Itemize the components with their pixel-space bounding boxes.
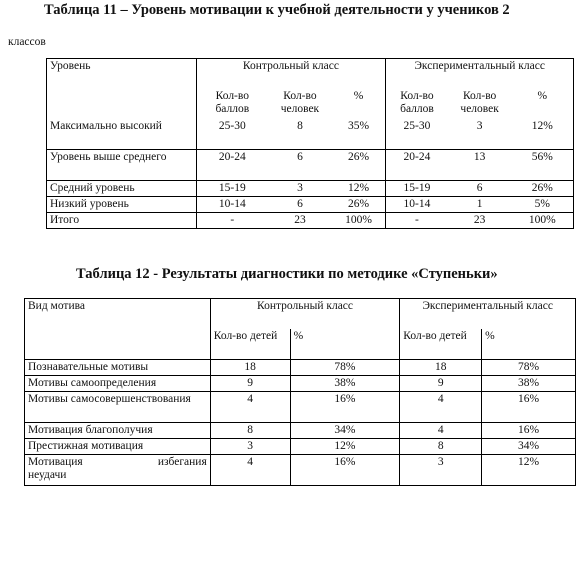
cell-exp-count: 9	[400, 376, 482, 392]
cell-control-people: 6	[297, 198, 303, 210]
cell-exp-pct: 78%	[482, 360, 576, 376]
table-row	[25, 360, 576, 376]
cell-exp-pct: 12%	[512, 119, 574, 150]
cell-exp-pct: 38%	[482, 376, 576, 392]
cell-control-count: 4	[210, 455, 290, 486]
row-label: Познавательные мотивы	[25, 360, 211, 376]
table-row	[25, 455, 576, 486]
cell-control-people: 6	[297, 151, 303, 163]
table-row	[47, 181, 574, 197]
row-label-word: Мотивация	[28, 456, 83, 468]
cell-exp-pct: 16%	[482, 423, 576, 439]
cell-exp-pct: 16%	[482, 392, 576, 423]
cell-control-score: 25-30	[196, 119, 268, 150]
cell-exp-count: 18	[400, 360, 482, 376]
cell-exp-people: 23	[473, 214, 486, 226]
table12	[24, 298, 576, 486]
subheader-exp-people: Кол-во человек	[460, 90, 499, 115]
cell-control-count: 9	[210, 376, 290, 392]
cell-control-pct: 16%	[290, 455, 400, 486]
header-experimental-class: Экспериментальный класс	[386, 59, 574, 90]
cell-control-pct: 35%	[348, 120, 370, 132]
cell-control-pct: 34%	[290, 423, 400, 439]
table-row	[25, 392, 576, 423]
table12-title: Таблица 12 - Результаты диагностики по методике «Ступеньки»	[76, 266, 498, 282]
row-label: Уровень выше среднего	[47, 150, 197, 181]
header-control-class: Контрольный класс	[210, 299, 400, 330]
row-label: Итого	[47, 213, 197, 229]
cell-control-pct: 12%	[348, 182, 370, 194]
cell-control-pct: 12%	[290, 439, 400, 455]
table11-title-continuation: классов	[8, 36, 46, 48]
cell-exp-pct: 100%	[512, 213, 574, 229]
cell-control-score: 20-24	[196, 150, 268, 181]
row-label: Мотивы самоопределения	[25, 376, 211, 392]
cell-exp-pct: 5%	[512, 197, 574, 213]
subheader-control-pct: %	[353, 90, 364, 102]
header-level: Уровень	[47, 59, 197, 90]
cell-exp-pct: 56%	[512, 150, 574, 181]
subheader-control-children: Кол-во детей	[210, 329, 290, 360]
subheader-empty	[47, 89, 197, 119]
cell-control-pct: 38%	[290, 376, 400, 392]
cell-control-count: 3	[210, 439, 290, 455]
cell-exp-pct: 12%	[482, 455, 576, 486]
table-row	[25, 376, 576, 392]
row-label: Средний уровень	[47, 181, 197, 197]
subheader-control-people: Кол-во человек	[280, 90, 320, 115]
row-label: Престижная мотивация	[25, 439, 211, 455]
row-label: Низкий уровень	[47, 197, 197, 213]
cell-control-score: 10-14	[196, 197, 268, 213]
table-row	[47, 119, 574, 150]
table-row	[47, 150, 574, 181]
cell-exp-count: 4	[400, 423, 482, 439]
row-label-word: неудачи	[28, 469, 67, 481]
table11-title: Таблица 11 – Уровень мотивации к учебной деятельности у учеников 2	[44, 2, 510, 18]
table-row	[25, 439, 576, 455]
table12-header-row	[25, 299, 576, 330]
row-label-word: избегания	[157, 456, 207, 468]
cell-control-pct: 26%	[348, 151, 370, 163]
subheader-control-pct: %	[290, 329, 400, 360]
table11	[46, 58, 574, 229]
row-label	[25, 455, 211, 486]
subheader-empty	[25, 329, 211, 360]
row-label: Мотивы самосовершенствования	[25, 392, 211, 423]
cell-control-count: 4	[210, 392, 290, 423]
cell-exp-score: -	[386, 213, 448, 229]
cell-exp-score: 15-19	[386, 181, 448, 197]
cell-exp-score: 10-14	[386, 197, 448, 213]
subheader-exp-pct: %	[482, 329, 576, 360]
cell-exp-people: 13	[473, 151, 486, 163]
cell-control-score: -	[196, 213, 268, 229]
cell-control-pct: 26%	[348, 198, 370, 210]
cell-control-pct: 16%	[290, 392, 400, 423]
subheader-exp-pct: %	[512, 89, 574, 119]
row-label: Максимально высокий	[47, 119, 197, 150]
cell-control-people: 3	[297, 182, 303, 194]
cell-exp-count: 4	[400, 392, 482, 423]
cell-control-people: 23	[294, 214, 306, 226]
table12-subheader-row	[25, 329, 576, 360]
subheader-exp-children: Кол-во детей	[400, 329, 482, 360]
table11-header-row	[47, 59, 574, 90]
header-motive: Вид мотива	[25, 299, 211, 330]
cell-exp-count: 8	[400, 439, 482, 455]
table-row	[47, 197, 574, 213]
cell-control-score: 15-19	[196, 181, 268, 197]
cell-control-pct: 78%	[290, 360, 400, 376]
table11-subheader-row	[47, 89, 574, 119]
subheader-exp-score: Кол-во баллов	[386, 89, 448, 119]
cell-control-count: 8	[210, 423, 290, 439]
cell-control-pct: 100%	[345, 214, 372, 226]
header-control-class: Контрольный класс	[196, 59, 386, 90]
cell-control-people: 8	[297, 120, 303, 132]
cell-exp-count: 3	[400, 455, 482, 486]
cell-exp-people: 1	[476, 198, 483, 210]
cell-control-count: 18	[210, 360, 290, 376]
cell-exp-pct: 26%	[512, 181, 574, 197]
cell-exp-people: 3	[476, 120, 483, 132]
cell-exp-score: 20-24	[386, 150, 448, 181]
row-label: Мотивация благополучия	[25, 423, 211, 439]
cell-exp-people: 6	[476, 182, 483, 194]
row-label-line	[28, 456, 207, 469]
header-experimental-class: Экспериментальный класс	[400, 299, 576, 330]
table-row	[47, 213, 574, 229]
cell-exp-pct: 34%	[482, 439, 576, 455]
table-row	[25, 423, 576, 439]
subheader-control-score: Кол-во баллов	[196, 89, 268, 119]
cell-exp-score: 25-30	[386, 119, 448, 150]
